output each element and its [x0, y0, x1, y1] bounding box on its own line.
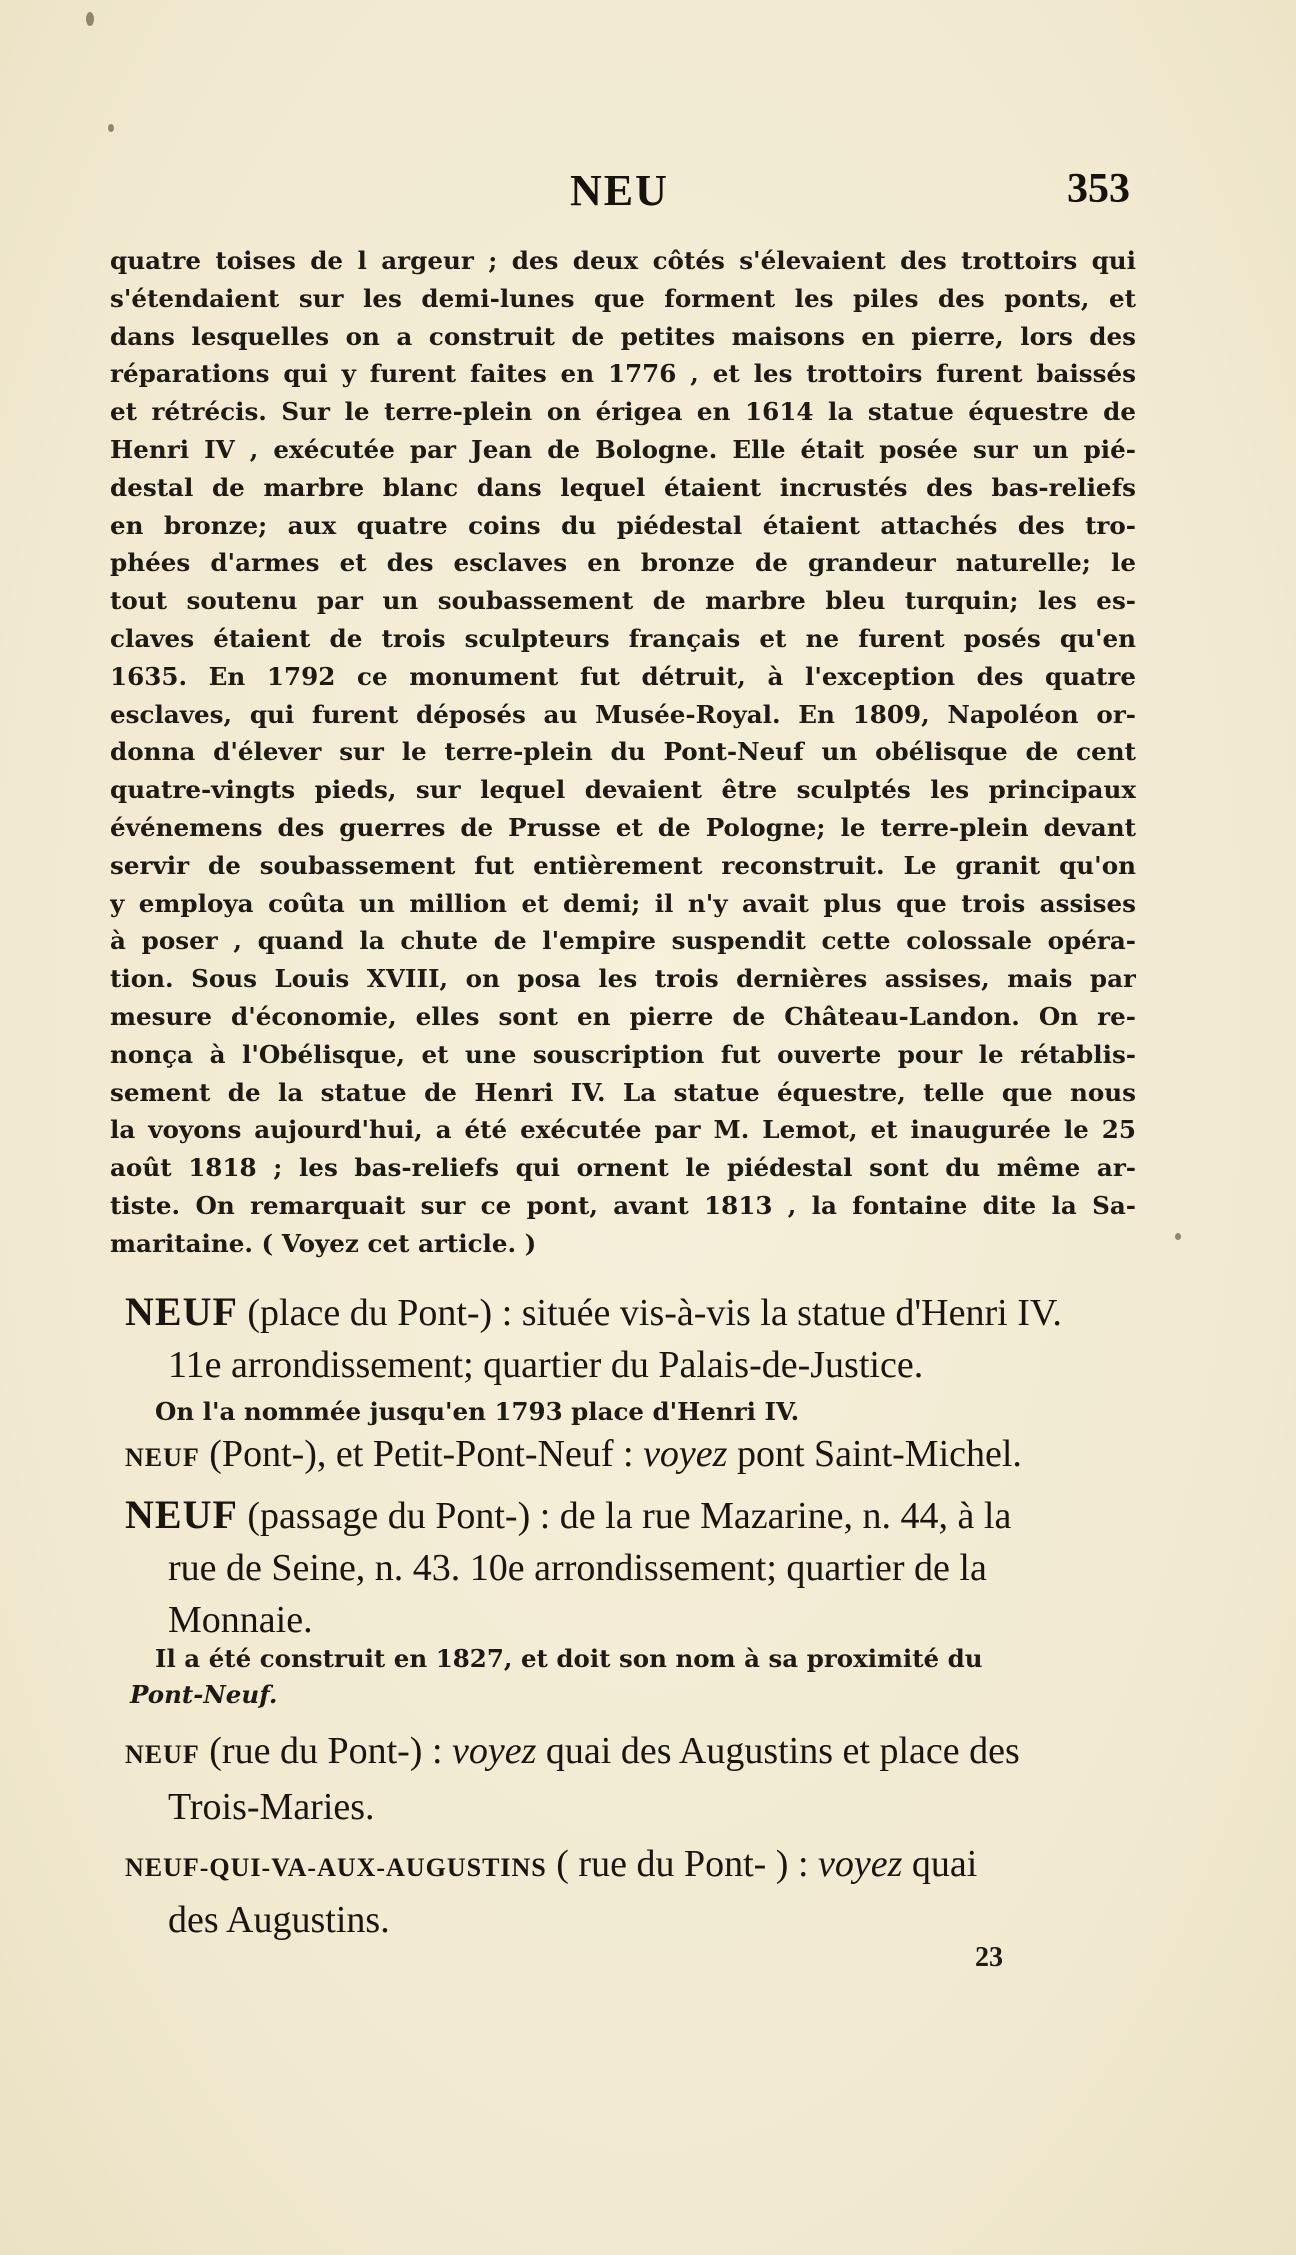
entry-text: quai [902, 1843, 978, 1885]
entry-note [130, 1641, 1135, 1713]
text-line: servir de soubassement fut entièrement reconstruit. Le granit qu'on [110, 850, 1136, 880]
text-line: et rétrécis. Sur le terre-plein on érigea en 1614 la statue équestre de [110, 397, 1136, 427]
entry-text: ( rue du Pont- ) : [546, 1843, 819, 1885]
entry-headword: NEUF [125, 1443, 200, 1472]
text-line: 1635. En 1792 ce monument fut détruit, à l'exception des quatre [110, 661, 1136, 691]
entry-place-du-pont-neuf [125, 1286, 1135, 1391]
entry-text: pont Saint-Michel. [727, 1433, 1022, 1475]
entry-headword: NEUF [125, 1289, 238, 1334]
entry-neuf-qui-va-aux-augustins [125, 1838, 1135, 1946]
entry-text: (Pont-), et Petit-Pont-Neuf : [199, 1433, 644, 1475]
entry-text: (passage du Pont-) : de la rue Mazarine, n. 44, à la [237, 1495, 1012, 1537]
note-text: Il a été construit en 1827, et doit son nom à sa proximité du [155, 1644, 983, 1673]
text-line: esclaves, qui furent déposés au Musée-Royal. En 1809, Napoléon or- [110, 699, 1136, 729]
entry-text: Monnaie. [168, 1599, 313, 1641]
voyez-text: voyez [452, 1730, 537, 1772]
entry-text: (rue du Pont-) : [199, 1730, 453, 1772]
ink-speck [1175, 1233, 1181, 1240]
page-number: 353 [1067, 166, 1130, 212]
entry-headword: NEUF-QUI-VA-AUX-AUGUSTINS [125, 1853, 547, 1882]
text-line: Henri IV , exécutée par Jean de Bologne. Elle était posée sur un pié- [110, 434, 1136, 464]
text-line: réparations qui y furent faites en 1776 , et les trottoirs furent baissés [110, 359, 1136, 389]
text-line: la voyons aujourd'hui, a été exécutée par M. Lemot, et inaugurée le 25 [110, 1115, 1136, 1145]
text-line: donna d'élever sur le terre-plein du Pont-Neuf un obélisque de cent [110, 737, 1136, 767]
text-line: août 1818 ; les bas-reliefs qui ornent le piédestal sont du même ar- [110, 1153, 1136, 1183]
note-text: Pont-Neuf. [130, 1680, 278, 1709]
text-line: y employa coûta un million et demi; il n'y avait plus que trois assises [110, 888, 1136, 918]
running-head: NEU [570, 166, 669, 215]
text-line: quatre toises de l argeur ; des deux côtés s'élevaient des trottoirs qui [110, 246, 1136, 275]
text-line: claves étaient de trois sculpteurs français et ne furent posés qu'en [110, 623, 1136, 653]
text-line: destal de marbre blanc dans lequel étaient incrustés des bas-reliefs [110, 472, 1136, 502]
text-line: tion. Sous Louis XVIII, on posa les trois dernières assises, mais par [110, 964, 1136, 994]
entry-text: rue de Seine, n. 43. 10e arrondissement; quartier de la [168, 1547, 987, 1589]
text-line: mesure d'économie, elles sont en pierre de Château-Landon. On re- [110, 1001, 1136, 1031]
page-header [110, 165, 1130, 225]
entry-headword: NEUF [125, 1492, 238, 1537]
entry-pont-neuf [125, 1428, 1135, 1484]
text-line: à poser , quand la chute de l'empire suspendit cette colossale opéra- [110, 926, 1136, 956]
text-line: dans lesquelles on a construit de petites maisons en pierre, lors des [110, 321, 1136, 351]
entry-text: 11e arrondissement; quartier du Palais-de-Justice. [168, 1344, 924, 1386]
text-line: tout soutenu par un soubassement de marbre bleu turquin; les es- [110, 586, 1136, 616]
voyez-text: voyez [643, 1433, 728, 1475]
text-line: phées d'armes et des esclaves en bronze de grandeur naturelle; le [110, 548, 1136, 578]
signature-mark: 23 [975, 1942, 1003, 1973]
text-line: en bronze; aux quatre coins du piédestal étaient attachés des tro- [110, 510, 1136, 540]
text-line: nonça à l'Obélisque, et une souscription fut ouverte pour le rétablis- [110, 1039, 1136, 1069]
entry-text: (place du Pont-) : située vis-à-vis la statue d'Henri IV. [237, 1292, 1062, 1334]
text-line: événemens des guerres de Prusse et de Pologne; le terre-plein devant [110, 812, 1136, 842]
continuation-paragraph [110, 242, 1136, 1263]
ink-speck [108, 124, 114, 132]
entry-passage-du-pont-neuf [125, 1489, 1135, 1646]
entry-text: Trois-Maries. [168, 1786, 375, 1828]
text-line: s'étendaient sur les demi-lunes que forment les piles des ponts, et [110, 283, 1136, 313]
voyez-text: voyez [818, 1843, 903, 1885]
text-line: tiste. On remarquait sur ce pont, avant 1813 , la fontaine dite la Sa- [110, 1190, 1136, 1220]
entry-note: On l'a nommée jusqu'en 1793 place d'Henri IV. [155, 1397, 800, 1426]
ink-speck [86, 12, 94, 26]
entry-rue-du-pont-neuf [125, 1725, 1135, 1833]
entry-headword: NEUF [125, 1740, 200, 1769]
entry-text: des Augustins. [168, 1899, 390, 1941]
entry-text: quai des Augustins et place des [536, 1730, 1020, 1772]
text-line: quatre-vingts pieds, sur lequel devaient être sculptés les principaux [110, 775, 1136, 805]
text-line: sement de la statue de Henri IV. La statue équestre, telle que nous [110, 1077, 1136, 1107]
text-line: maritaine. ( Voyez cet article. ) [110, 1228, 537, 1258]
